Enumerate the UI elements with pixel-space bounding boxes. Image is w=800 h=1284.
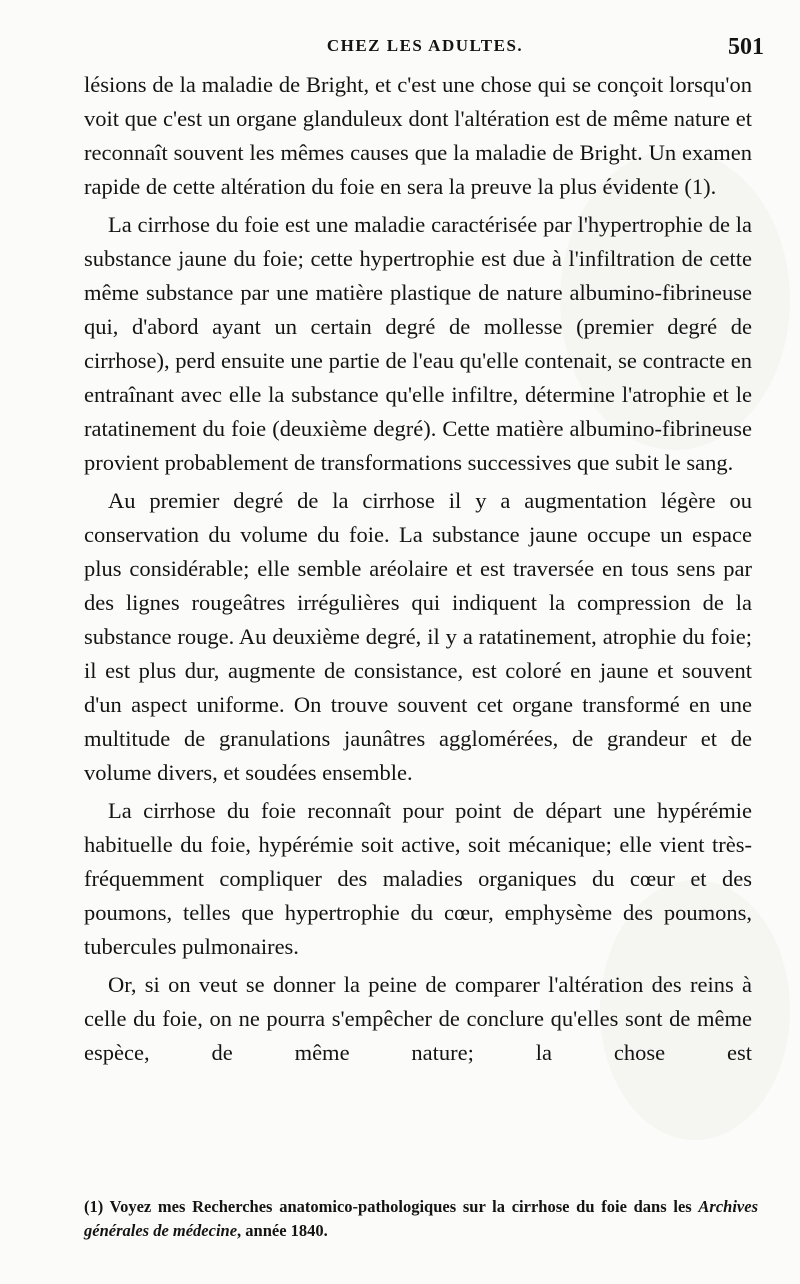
running-header xyxy=(80,34,770,60)
journal-title: Archives générales de médecine xyxy=(84,1197,759,1240)
paragraph: Au premier degré de la cirrhose il y a augmentation légère ou conservation du volume du foie. La substance jaune occupe un espace plus considérable; elle semble aréolaire et est traversée en tous sens par des lignes rougeâtres irrégulières qui indiquent la compression de la substance rouge. Au deuxième degré, il y a ratatinement, atrophie du foie; il est plus dur, augmente de consistance, est coloré en jaune et souvent d'un aspect uniforme. On trouve souvent cet organe transformé en une multitude de granulations jaunâtres agglomérées, de grandeur et de volume divers, et soudées ensemble. xyxy=(84,488,752,785)
footnote xyxy=(84,1195,758,1243)
footnote-marker: (1) xyxy=(84,1197,104,1216)
running-title: CHEZ LES ADULTES. xyxy=(326,36,524,55)
paragraph: lésions de la maladie de Bright, et c'est une chose qui se conçoit lorsqu'on voit que c'est un organe glanduleux dont l'altération est de même nature et reconnaît souvent les mêmes causes que la maladie de Bright. Un examen rapide de cette altération du foie en sera la preuve la plus évidente (1). xyxy=(84,72,752,199)
paragraph: La cirrhose du foie reconnaît pour point de départ une hypérémie habituelle du foie, hypérémie soit active, soit mécanique; elle vient très-fréquemment compliquer des maladies organiques du cœur et des poumons, telles que hypertrophie du cœur, emphysème des poumons, tubercules pulmonaires. xyxy=(84,798,752,959)
page-number: 501 xyxy=(728,34,764,60)
paragraph: Or, si on veut se donner la peine de comparer l'altération des reins à celle du foie, on ne pourra s'empêcher de conclure qu'elles sont de même espèce, de même nature; la chose est xyxy=(84,972,752,1065)
footnote-text-end: , année 1840. xyxy=(237,1221,328,1240)
footnote-text: Voyez mes Recherches anatomico-pathologiques sur la cirrhose du foie dans les xyxy=(109,1197,699,1216)
paragraph: La cirrhose du foie est une maladie caractérisée par l'hypertrophie de la substance jaune du foie; cette hypertrophie est due à l'infiltration de cette même substance par une matière plastique de nature albumino-fibrineuse qui, d'abord ayant un certain degré de mollesse (premier degré de cirrhose), perd ensuite une partie de l'eau qu'elle contenait, se contracte en entraînant avec elle la substance qu'elle infiltre, détermine l'atrophie et le ratatinement du foie (deuxième degré). Cette matière albumino-fibrineuse provient probablement de transformations successives que subit le sang. xyxy=(84,212,752,475)
body-text xyxy=(84,68,752,1070)
